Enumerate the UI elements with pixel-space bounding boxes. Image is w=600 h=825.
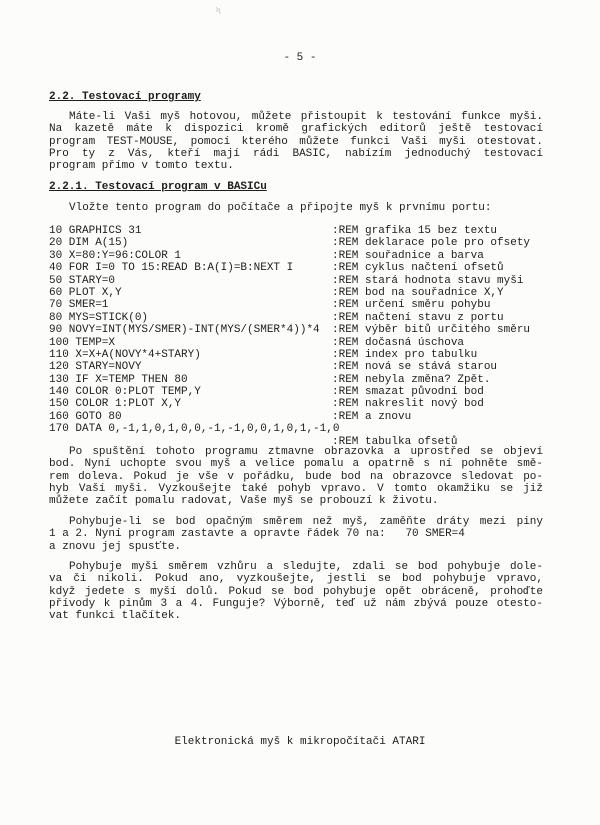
code-statement: 20 DIM A(15) bbox=[49, 237, 129, 250]
paragraph-line: va či nikoli. Pokud ano, vyzkoušejte, jestli se bod pohybuje vpravo, bbox=[49, 573, 543, 586]
code-row bbox=[49, 423, 530, 435]
code-row bbox=[49, 349, 530, 361]
code-comment: :REM dočasná úschova bbox=[332, 336, 465, 349]
code-row bbox=[49, 337, 530, 349]
basic-program-listing bbox=[49, 225, 530, 448]
code-comment: :REM smazat původní bod bbox=[332, 386, 484, 399]
code-row bbox=[49, 237, 530, 249]
paragraph-line: Na kazetě máte k dispozici kromě grafických editorů ještě testovací bbox=[49, 123, 543, 136]
paragraph-line: můžete začít pomalu radovat, Vaše myš se probouzí k životu. bbox=[49, 495, 439, 508]
code-row bbox=[49, 262, 530, 274]
code-row bbox=[49, 312, 530, 324]
code-statement: 170 DATA 0,-1,1,0,1,0,0,-1,-1,0,0,1,0,1,-1,0 bbox=[49, 423, 340, 436]
paragraph-line: Máte-li Vaši myš hotovou, můžete přistoupit k testování funkce myši. bbox=[69, 111, 543, 123]
code-comment: :REM grafika 15 bez textu bbox=[332, 225, 498, 237]
code-statement: 100 TEMP=X bbox=[49, 336, 116, 349]
code-statement: 50 STARY=0 bbox=[49, 274, 116, 287]
code-comment: :REM index pro tabulku bbox=[332, 348, 478, 361]
code-row bbox=[49, 361, 530, 373]
page-number: - 5 - bbox=[283, 52, 317, 64]
code-comment: :REM stará hodnota stavu myši bbox=[332, 274, 524, 287]
code-row bbox=[49, 386, 530, 398]
code-comment: :REM tabulka ofsetů bbox=[332, 435, 458, 448]
code-comment: :REM nebyla změna? Zpět. bbox=[332, 373, 491, 386]
code-comment: :REM souřadnice a barva bbox=[332, 249, 484, 262]
paragraph-line: bod. Nyní uchopte svou myš a velice pomalu a opatrně s ní pohněte smě- bbox=[49, 458, 543, 471]
code-statement: 80 MYS=STICK(0) bbox=[49, 311, 149, 324]
code-statement: 130 IF X=TEMP THEN 80 bbox=[49, 373, 188, 386]
code-row bbox=[49, 250, 530, 262]
run-instructions-paragraph bbox=[49, 446, 543, 507]
code-statement: 70 SMER=1 bbox=[49, 299, 109, 312]
code-statement: 60 PLOT X,Y bbox=[49, 286, 122, 299]
code-comment: :REM deklarace pole pro ofsety bbox=[332, 237, 531, 250]
paragraph-line: Pohybuje myši směrem vzhůru a sledujte, zdali se bod pohybuje dole- bbox=[69, 561, 543, 573]
paragraph-line: Pohybuje-li se bod opačným směrem než myš, zaměňte dráty mezi piny bbox=[69, 516, 543, 528]
paragraph-line: Pro ty z Vás, kteří mají rádi BASIC, nabízím jednoduchý testovací bbox=[49, 147, 543, 160]
code-row bbox=[49, 287, 530, 299]
code-comment: :REM a znovu bbox=[332, 410, 412, 423]
paragraph-line: Po spuštění tohoto programu ztmavne obrazovka a uprostřed se objeví bbox=[69, 446, 543, 458]
code-statement: 10 GRAPHICS 31 bbox=[49, 225, 142, 237]
paragraph-line: vat funkci tlačítek. bbox=[49, 610, 182, 623]
code-row bbox=[49, 374, 530, 386]
paragraph-line: když jedete s myší dolů. Pokud se bod pohybuje opět obráceně, prohoďte bbox=[49, 585, 543, 598]
code-row bbox=[49, 225, 530, 237]
code-comment: :REM určení směru pohybu bbox=[332, 299, 491, 312]
code-statement: 150 COLOR 1:PLOT X,Y bbox=[49, 398, 182, 411]
code-comment: :REM cyklus načtení ofsetů bbox=[332, 262, 504, 275]
code-statement: 30 X=80:Y=96:COLOR 1 bbox=[49, 249, 182, 262]
code-row bbox=[49, 398, 530, 410]
page-footer: Elektronická myš k mikropočítači ATARI bbox=[174, 736, 426, 748]
paragraph-line: program TEST-MOUSE, pomocí kterého můžete funkci Vaši myši otestovat. bbox=[49, 135, 543, 148]
wiring-fix-paragraph bbox=[49, 516, 543, 553]
section-heading-testovaci-programy: 2.2. Testovací programy bbox=[49, 91, 201, 103]
code-comment: :REM výběr bitů určitého směru bbox=[332, 324, 531, 337]
program-intro-text: Vložte tento program do počítače a připojte myš k prvnímu portu: bbox=[69, 202, 492, 214]
code-comment: :REM nakreslit nový bod bbox=[332, 398, 484, 411]
code-statement: 140 COLOR 0:PLOT TEMP,Y bbox=[49, 386, 201, 399]
code-row bbox=[49, 324, 530, 336]
paragraph-line: přívody k pinům 3 a 4. Funguje? Výborně, teď už nám zbývá pouze otesto- bbox=[49, 597, 543, 610]
paragraph-line: hyb Vaší myši. Vyzkoušejte také pohyb vpravo. V tomto okamžiku se již bbox=[49, 482, 543, 495]
paragraph-line: program přímo v tomto textu. bbox=[49, 160, 234, 173]
vertical-test-paragraph bbox=[49, 561, 543, 622]
code-statement: 160 GOTO 80 bbox=[49, 410, 122, 423]
code-row bbox=[49, 411, 530, 423]
section-heading-basic-program: 2.2.1. Testovací program v BASICu bbox=[49, 181, 267, 193]
paragraph-line: 1 a 2. Nyní program zastavte a opravte řádek 70 na: 70 SMER=4 bbox=[49, 528, 465, 541]
paragraph-line: rem doleva. Pokud je vše v pořádku, bude bod na obrazovce sledovat po- bbox=[49, 470, 543, 483]
intro-paragraph bbox=[49, 111, 543, 172]
code-statement: 120 STARY=NOVY bbox=[49, 361, 142, 374]
code-statement: 40 FOR I=0 TO 15:READ B:A(I)=B:NEXT I bbox=[49, 262, 294, 275]
code-comment: :REM nová se stává starou bbox=[332, 361, 498, 374]
code-statement: 90 NOVY=INT(MYS/SMER)-INT(MYS/(SMER*4))*4 bbox=[49, 324, 320, 337]
paragraph-line: a znovu jej spusťte. bbox=[49, 540, 182, 553]
code-comment: :REM načtení stavu z portu bbox=[332, 311, 504, 324]
code-row bbox=[49, 299, 530, 311]
code-comment: :REM bod na souřadnice X,Y bbox=[332, 286, 504, 299]
scan-speck-mark bbox=[214, 6, 222, 16]
code-row bbox=[49, 275, 530, 287]
code-statement: 110 X=X+A(NOVY*4+STARY) bbox=[49, 348, 201, 361]
